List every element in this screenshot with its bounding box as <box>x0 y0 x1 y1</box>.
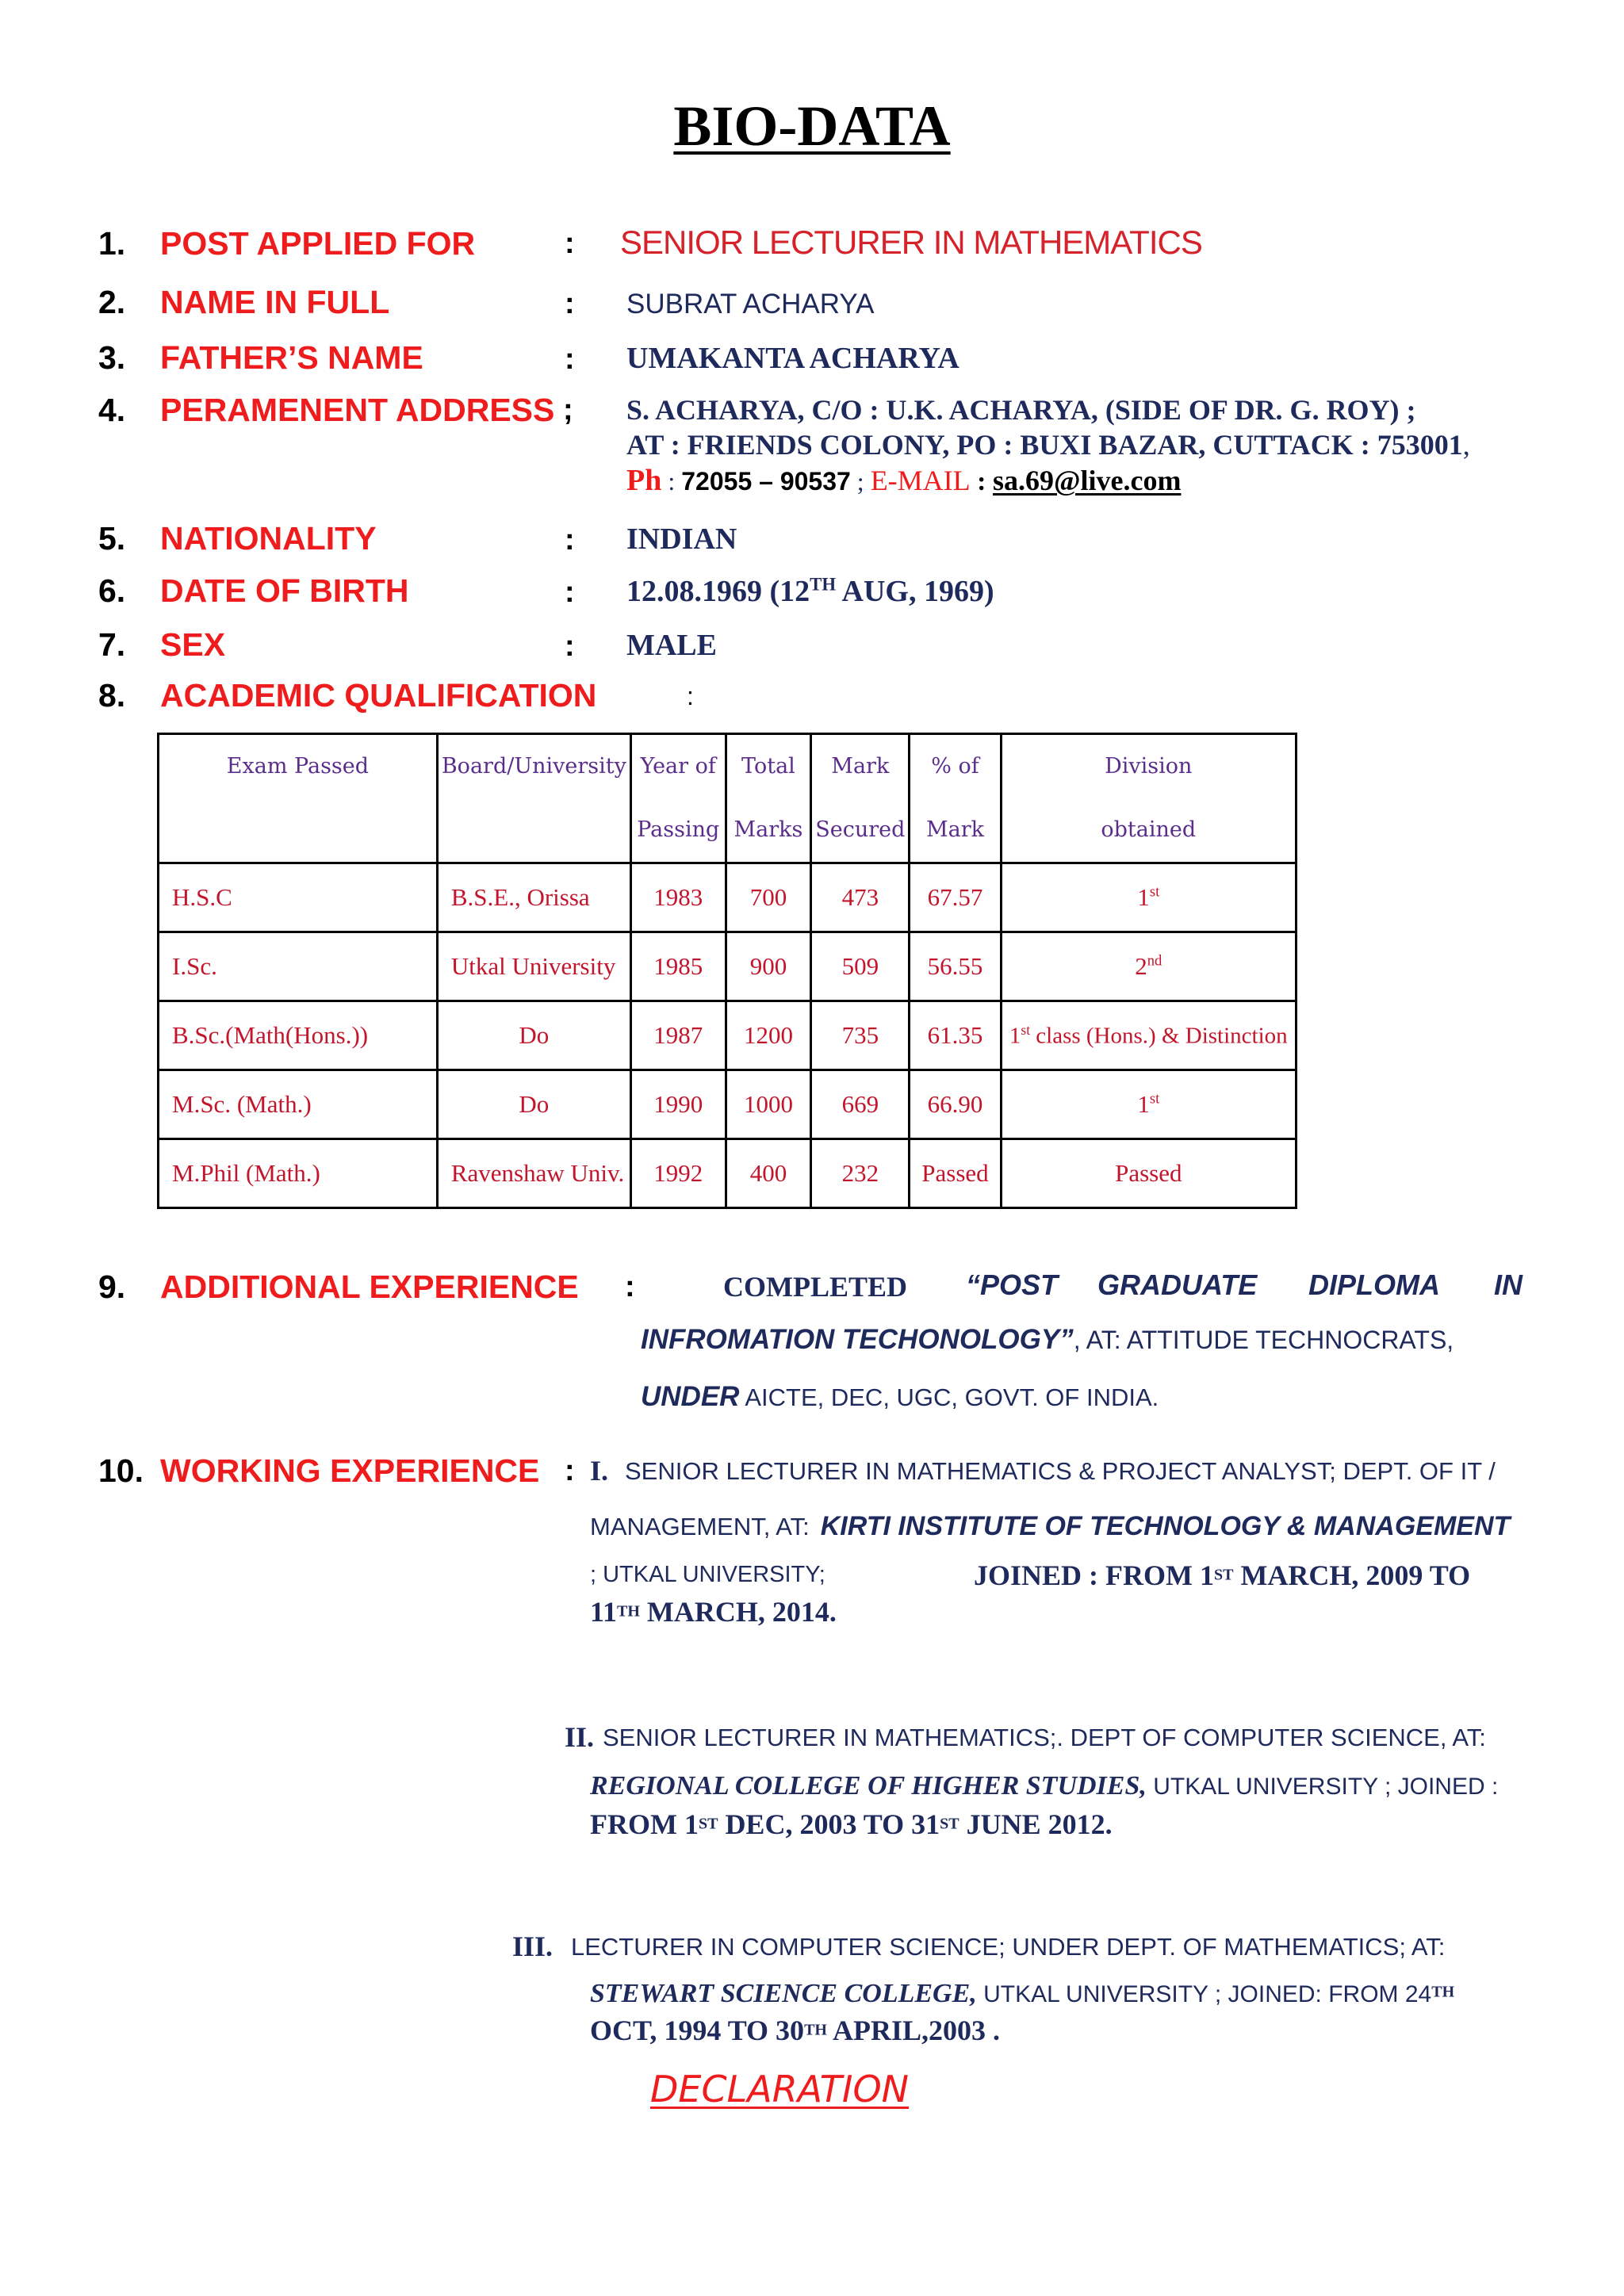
label-academic: ACADEMIC QUALIFICATION <box>160 677 597 714</box>
email-link[interactable]: sa.69@live.com <box>992 465 1182 496</box>
header-exam: Exam Passed <box>159 734 438 863</box>
value-dob <box>626 574 994 609</box>
cell-exam: I.Sc. <box>159 932 438 1001</box>
cell-percent: 66.90 <box>910 1070 1001 1139</box>
dob-main: 12.08.1969 (12 <box>626 575 810 608</box>
declaration-heading: DECLARATION <box>650 2068 910 2110</box>
label-name: NAME IN FULL <box>160 284 390 320</box>
contact-line <box>626 463 1181 498</box>
cell-percent: Passed <box>910 1139 1001 1208</box>
cell-total: 1200 <box>726 1001 811 1070</box>
job-1-line-4: 11TH MARCH, 2014. <box>590 1596 837 1628</box>
item-number: 1. <box>98 225 126 262</box>
separator: : <box>687 682 694 710</box>
label-dob: DATE OF BIRTH <box>160 572 409 609</box>
separator: : <box>565 342 575 376</box>
value-nationality: INDIAN <box>626 522 737 556</box>
phone-sep: : <box>661 467 682 496</box>
header-percent: % of Mark <box>910 734 1001 863</box>
table-row <box>159 863 1297 932</box>
value-father-name: UMAKANTA ACHARYA <box>626 342 959 375</box>
header-secured: Mark Secured <box>811 734 910 863</box>
cell-secured: 232 <box>811 1139 910 1208</box>
item-number: 7. <box>98 626 126 663</box>
cell-board: Do <box>437 1070 630 1139</box>
value-sex: MALE <box>626 629 717 662</box>
header-total: Total Marks <box>726 734 811 863</box>
item-number: 3. <box>98 339 126 376</box>
cell-division: 2nd <box>1001 932 1296 1001</box>
cell-board: B.S.E., Orissa <box>437 863 630 932</box>
value-post-applied: SENIOR LECTURER IN MATHEMATICS <box>620 224 1202 261</box>
dob-sup: TH <box>810 574 837 595</box>
cell-board: Utkal University <box>437 932 630 1001</box>
item-number: 9. <box>98 1269 126 1305</box>
cell-exam: M.Sc. (Math.) <box>159 1070 438 1139</box>
separator: : <box>565 287 575 320</box>
table-row <box>159 1139 1297 1208</box>
s9-word: IN <box>1494 1269 1522 1301</box>
email-colon: : <box>970 467 993 496</box>
cell-division: 1st <box>1001 863 1296 932</box>
cell-division: 1st class (Hons.) & Distinction <box>1001 1001 1296 1070</box>
s9-line-2: INFROMATION TECHONOLOGY”, AT: ATTITUDE TECHNOCRATS, <box>641 1324 1454 1355</box>
separator: : <box>565 523 575 557</box>
s9-word: DIPLOMA <box>1308 1269 1440 1301</box>
label-address: PERAMENENT ADDRESS <box>160 392 555 428</box>
separator: : <box>565 227 575 260</box>
phone-label: Ph <box>626 464 662 497</box>
cell-secured: 473 <box>811 863 910 932</box>
header-division: Division obtained <box>1001 734 1296 863</box>
label-post-applied: POST APPLIED FOR <box>160 225 476 262</box>
item-number: 6. <box>98 572 126 609</box>
s9-line-3: UNDER AICTE, DEC, UGC, GOVT. OF INDIA. <box>641 1381 1159 1412</box>
item-number: 8. <box>98 677 126 714</box>
cell-percent: 61.35 <box>910 1001 1001 1070</box>
phone-number: 72055 – 90537 <box>681 467 851 496</box>
s9-word: “POST <box>966 1269 1059 1301</box>
cell-year: 1987 <box>630 1001 726 1070</box>
label-nationality: NATIONALITY <box>160 520 377 557</box>
item-number: 10. <box>98 1452 144 1489</box>
cell-total: 700 <box>726 863 811 932</box>
value-name: SUBRAT ACHARYA <box>626 289 875 320</box>
cell-division: Passed <box>1001 1139 1296 1208</box>
email-label: E-MAIL <box>870 465 971 496</box>
job-1-line-1: SENIOR LECTURER IN MATHEMATICS & PROJECT ANALYST; DEPT. OF IT / <box>625 1457 1496 1485</box>
job-3-line-2: STEWART SCIENCE COLLEGE, UTKAL UNIVERSITY ; JOINED: FROM 24TH <box>590 1979 1455 2008</box>
cell-total: 400 <box>726 1139 811 1208</box>
cell-total: 900 <box>726 932 811 1001</box>
cell-board: Ravenshaw Univ. <box>437 1139 630 1208</box>
roman-numeral: I. <box>590 1455 609 1487</box>
job-2-line-1: SENIOR LECTURER IN MATHEMATICS;. DEPT OF COMPUTER SCIENCE, AT: <box>603 1724 1486 1751</box>
academic-table <box>157 733 1297 1209</box>
cell-year: 1985 <box>630 932 726 1001</box>
s9-word: COMPLETED <box>723 1271 908 1303</box>
cell-secured: 509 <box>811 932 910 1001</box>
job-1-line-3a: ; UTKAL UNIVERSITY; <box>590 1562 825 1587</box>
address-text: AT : FRIENDS COLONY, PO : BUXI BAZAR, CUTTACK : 753001 <box>626 429 1463 461</box>
dob-tail: AUG, 1969) <box>836 575 994 608</box>
cell-year: 1990 <box>630 1070 726 1139</box>
table-row <box>159 1001 1297 1070</box>
header-board: Board/University <box>437 734 630 863</box>
email-sep: ; <box>850 467 871 496</box>
cell-year: 1983 <box>630 863 726 932</box>
address-line-2 <box>626 428 1470 461</box>
cell-exam: M.Phil (Math.) <box>159 1139 438 1208</box>
label-additional-experience: ADDITIONAL EXPERIENCE <box>160 1269 579 1305</box>
s9-word: GRADUATE <box>1097 1269 1258 1301</box>
item-number: 2. <box>98 284 126 320</box>
job-1-line-3b: JOINED : FROM 1ST MARCH, 2009 TO <box>974 1559 1471 1591</box>
cell-division: 1st <box>1001 1070 1296 1139</box>
separator: ; <box>563 393 573 427</box>
header-year: Year of Passing <box>630 734 726 863</box>
label-sex: SEX <box>160 626 226 663</box>
item-number: 5. <box>98 520 126 557</box>
address-comma: , <box>1462 429 1470 461</box>
cell-board: Do <box>437 1001 630 1070</box>
separator: : <box>565 576 575 609</box>
cell-exam: H.S.C <box>159 863 438 932</box>
cell-year: 1992 <box>630 1139 726 1208</box>
job-2-line-3: FROM 1ST DEC, 2003 TO 31ST JUNE 2012. <box>590 1808 1113 1840</box>
item-number: 4. <box>98 392 126 428</box>
cell-secured: 669 <box>811 1070 910 1139</box>
job-3-line-1: LECTURER IN COMPUTER SCIENCE; UNDER DEPT. OF MATHEMATICS; AT: <box>571 1933 1446 1961</box>
job-3-line-3: OCT, 1994 TO 30TH APRIL,2003 . <box>590 2015 1000 2046</box>
separator: : <box>565 629 575 663</box>
address-line-1: S. ACHARYA, C/O : U.K. ACHARYA, (SIDE OF DR. G. ROY) ; <box>626 394 1416 426</box>
table-header-row <box>159 734 1297 863</box>
separator: : <box>625 1270 635 1303</box>
page-title: BIO-DATA <box>673 94 951 158</box>
cell-percent: 56.55 <box>910 932 1001 1001</box>
table-row <box>159 932 1297 1001</box>
separator: : <box>565 1454 575 1487</box>
cell-percent: 67.57 <box>910 863 1001 932</box>
table-row <box>159 1070 1297 1139</box>
cell-exam: B.Sc.(Math(Hons.)) <box>159 1001 438 1070</box>
cell-total: 1000 <box>726 1070 811 1139</box>
job-2-line-2: REGIONAL COLLEGE OF HIGHER STUDIES, UTKAL UNIVERSITY ; JOINED : <box>590 1771 1499 1800</box>
label-father-name: FATHER’S NAME <box>160 339 423 376</box>
roman-numeral: III. <box>512 1931 553 1962</box>
label-working-experience: WORKING EXPERIENCE <box>160 1452 540 1489</box>
roman-numeral: II. <box>565 1721 595 1753</box>
cell-secured: 735 <box>811 1001 910 1070</box>
job-1-line-2: MANAGEMENT, AT: KIRTI INSTITUTE OF TECHNOLOGY & MANAGEMENT <box>590 1511 1511 1541</box>
